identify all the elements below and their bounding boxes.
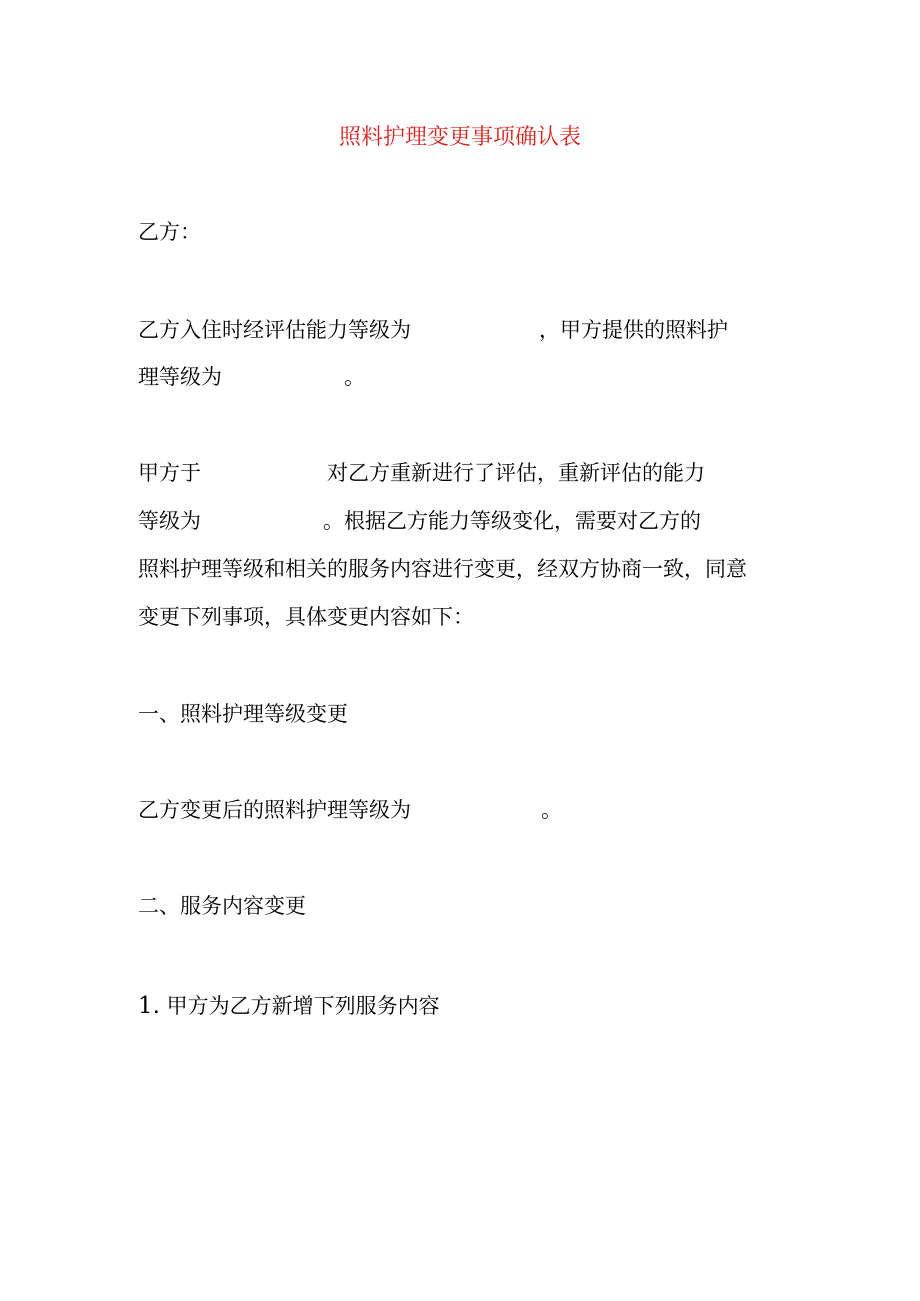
para2-line4: 变更下列事项，具体变更内容如下： xyxy=(138,605,474,629)
party-b-label: 乙方： xyxy=(138,220,201,244)
para1-line1-end: ，甲方提供的照料护 xyxy=(539,318,728,342)
section1-line-end: 。 xyxy=(541,798,562,822)
section1-line-start: 乙方变更后的照料护理等级为 xyxy=(138,798,411,822)
para1-line2-end: 。 xyxy=(344,365,365,389)
section1-heading: 一、照料护理等级变更 xyxy=(138,702,348,726)
para2-line2 xyxy=(138,507,701,535)
section2-item1 xyxy=(138,992,440,1020)
para1-line1 xyxy=(138,316,728,344)
section1-line xyxy=(138,796,562,824)
para1-line1-start: 乙方入住时经评估能力等级为 xyxy=(138,318,411,342)
document-title: 照料护理变更事项确认表 xyxy=(338,125,581,150)
para2-line2-end: 。根据乙方能力等级变化，需要对乙方的 xyxy=(323,509,701,533)
item1-text: 甲方为乙方新增下列服务内容 xyxy=(166,994,440,1018)
para2-line1-start: 甲方于 xyxy=(138,461,201,485)
section2-heading: 二、服务内容变更 xyxy=(138,894,306,918)
para2-line2-start: 等级为 xyxy=(138,509,201,533)
para1-line2 xyxy=(138,363,365,391)
para2-line3: 照料护理等级和相关的服务内容进行变更，经双方协商一致，同意 xyxy=(138,557,747,581)
item1-number: 1. xyxy=(138,993,160,1019)
para1-line2-start: 理等级为 xyxy=(138,365,222,389)
para2-line1-end: 对乙方重新进行了评估，重新评估的能力 xyxy=(327,461,705,485)
para2-line1 xyxy=(138,459,705,487)
